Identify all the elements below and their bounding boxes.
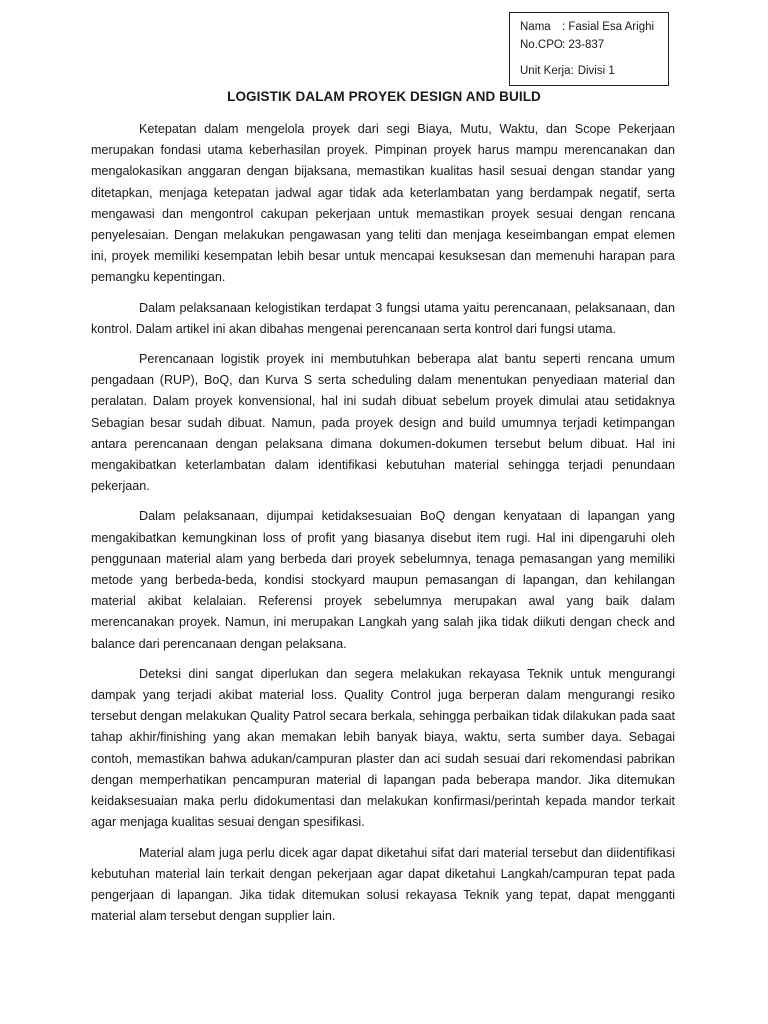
paragraph: Material alam juga perlu dicek agar dapat diketahui sifat dari material tersebut dan diidentifikasi kebutuhan material lain terkait dengan pekerjaan agar dapat diketahui Langkah/campuran tepat pada pengerjaan di lapangan. Jika tidak ditemukan solusi rekayasa Teknik yang tepat, dapat mengganti material alam tersebut dengan supplier lain.	[91, 845, 675, 924]
document-body	[91, 119, 675, 936]
work-unit-row	[520, 62, 660, 80]
work-unit-value: Divisi 1	[577, 65, 615, 77]
author-name-value: : Fasial Esa Arighi	[562, 21, 655, 33]
work-unit-label: Unit Kerja:	[520, 65, 574, 77]
paragraph: Dalam pelaksanaan kelogistikan terdapat 3 fungsi utama yaitu perencanaan, pelaksanaan, dan kontrol. Dalam artikel ini akan dibahas mengenai perencanaan serta kontrol dari fungsi utama.	[91, 300, 675, 336]
author-info-box	[509, 12, 669, 86]
paragraph: Perencanaan logistik proyek ini membutuhkan beberapa alat bantu seperti rencana umum pengadaan (RUP), BoQ, dan Kurva S serta scheduling dalam menentukan penyediaan material dan peralatan. Dalam proyek konvensional, hal ini sudah dibuat sebelum proyek dimulai atau setidaknya Sebagian besar sudah dibuat. Namun, pada proyek design and build umumnya terjadi ketimpangan antara perencanaan dengan pelaksana dimana dokumen-dokumen tersebut belum dibuat. Hal ini mengakibatkan keterlambatan dalam identifikasi kebutuhan material sehingga terjadi penundaan pekerjaan.	[91, 352, 675, 494]
document-title: LOGISTIK DALAM PROYEK DESIGN AND BUILD	[227, 89, 541, 104]
cpo-number-row	[520, 36, 660, 54]
cpo-number-label: No.CPO	[520, 39, 563, 51]
paragraph: Deteksi dini sangat diperlukan dan segera melakukan rekayasa Teknik untuk mengurangi dampak yang terjadi akibat material loss. Quality Control juga berperan dalam mengurangi resiko tersebut dengan melakukan Quality Patrol secara berkala, sehingga perbaikan tidak dilakukan pada saat tahap akhir/finishing yang akan memakan lebih banyak biaya, waktu, serta sumber daya. Sebagai contoh, memastikan bahwa adukan/campuran plaster dan aci sudah sesuai dari rekomendasi pabrikan dengan memperhatikan pencampuran material di lapangan pada beberapa mandor. Jika ditemukan keidaksesuaian maka perlu didokumentasi dan melakukan konfirmasi/perintah kepada mandor terkait agar menjaga kualitas sesuai dengan spesifikasi.	[91, 666, 675, 830]
author-name-row	[520, 18, 660, 36]
author-name-label: Nama	[520, 21, 551, 33]
cpo-number-value: : 23-837	[562, 39, 605, 51]
paragraph: Dalam pelaksanaan, dijumpai ketidaksesuaian BoQ dengan kenyataan di lapangan yang mengakibatkan kemungkinan loss of profit yang biasanya disebut item rugi. Hal ini dipengaruhi oleh penggunaan material alam yang berbeda dari proyek sebelumnya, tenaga pemasangan yang memiliki metode yang berbeda-beda, kondisi stockyard maupun pemasangan di lapangan, dan kehilangan material akibat kelalaian. Referensi proyek sebelumnya merupakan awal yang baik dalam merencanakan proyek. Namun, ini merupakan Langkah yang salah jika tidak diikuti dengan check and balance dari perencanaan dengan pelaksana.	[91, 509, 675, 651]
paragraph: Ketepatan dalam mengelola proyek dari segi Biaya, Mutu, Waktu, dan Scope Pekerjaan merupakan fondasi utama keberhasilan proyek. Pimpinan proyek harus mampu merencanakan dan mengalokasikan anggaran dengan bijaksana, memastikan kualitas hasil sesuai dengan standar yang ditetapkan, menjaga ketepatan jadwal agar tidak ada keterlambatan yang berdampak negatif, serta mengawasi dan mengontrol cakupan pekerjaan untuk memastikan proyek sesuai dengan rencana penyelesaian. Dengan melakukan pengawasan yang teliti dan menjaga keseimbangan empat elemen ini, proyek memiliki kesempatan lebih besar untuk mencapai kesuksesan dan memenuhi harapan para pemangku kepentingan.	[91, 122, 675, 285]
